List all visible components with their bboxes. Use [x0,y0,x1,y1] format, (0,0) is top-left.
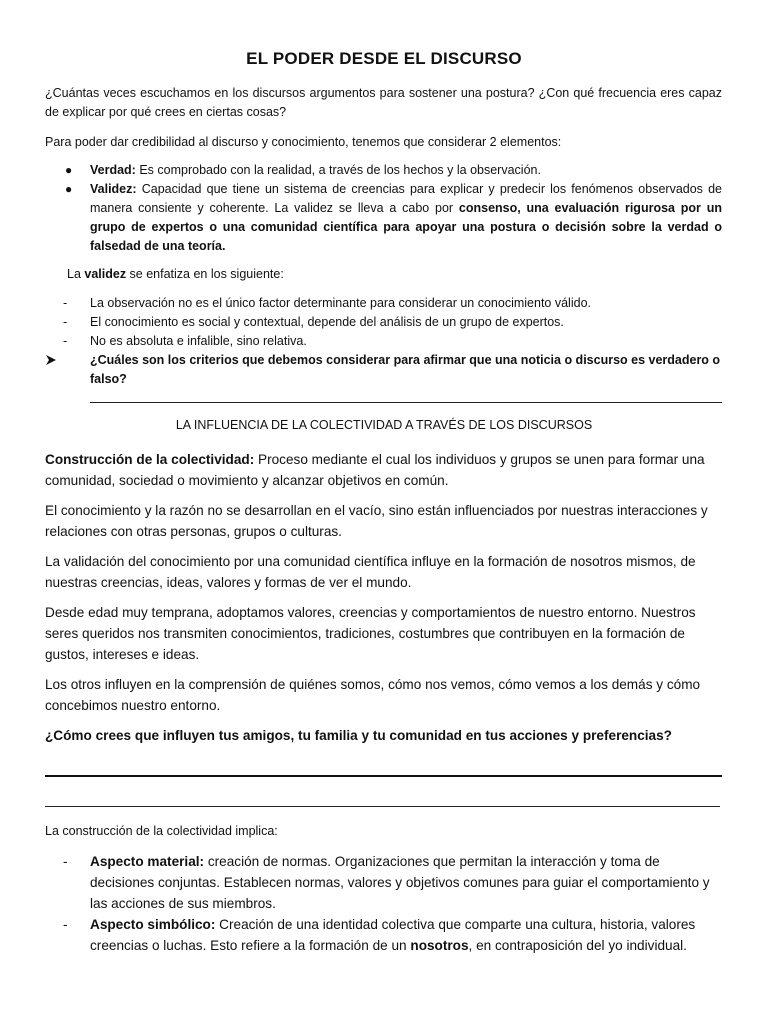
construccion-text: Proceso mediante el cual los individuos y grupos se unen para formar una comunidad, sociedad o movimiento y alcanzar objetivos en común. [45,452,705,488]
validez-point-text: El conocimiento es social y contextual, depende del análisis de un grupo de expertos. [90,315,564,329]
list-item [45,332,722,351]
construccion-term: Construcción de la colectividad: [45,452,255,467]
credibility-paragraph: Para poder dar credibilidad al discurso y conocimiento, tenemos que considerar 2 elementos: [45,135,562,149]
document-title: EL PODER DESDE EL DISCURSO [246,49,522,68]
arrow-bullet-icon [45,351,57,372]
validez-text: Capacidad que tiene un sistema de creencias para explicar y predecir los fenómenos observados de manera consiente y coherente. La validez se lleva a cabo por [90,182,722,215]
dash-icon: - [63,917,68,932]
material-text: creación de normas. Organizaciones que permitan la interacción y toma de decisiones conjuntas. Establecen normas, valores y objetivos comunes para guiar el comportamiento y las acciones de sus miembros. [90,854,710,911]
list-item-validez [45,180,722,256]
list-item-verdad [45,161,722,180]
paragraph-conocimiento: El conocimiento y la razón no se desarrollan en el vacío, sino están influenciados por nuestras interacciones y relaciones con otras personas, grupos o culturas. [45,503,708,539]
paragraph-otros: Los otros influyen en la comprensión de quiénes somos, cómo nos vemos, cómo vemos a los demás y cómo concebimos nuestro entorno. [45,677,701,713]
question-criterios [45,351,722,389]
verdad-text: Es comprobado con la realidad, a través de los hechos y la observación. [135,163,541,177]
simbolico-bold: nosotros [410,938,469,953]
dash-icon: - [63,296,68,310]
implica-paragraph: La construcción de la colectividad implica: [45,824,278,838]
validez-bold-text: consenso, una evaluación rigurosa por un grupo de expertos o una comunidad científica para apoyar una postura o decisión sobre la verdad o falsedad de una teoría. [90,201,722,253]
validez-intro-pre: La [67,267,85,281]
validez-point-text: La observación no es el único factor determinante para considerar un conocimiento válido. [90,296,591,310]
bullet-dot-icon: ● [65,182,73,196]
list-item [45,313,722,332]
validez-intro-bold: validez [84,267,127,281]
intro-paragraph: ¿Cuántas veces escuchamos en los discursos argumentos para sostener una postura? ¿Con qué frecuencia eres capaz de explicar por qué crees en ciertas cosas? [45,86,722,119]
paragraph-validacion: La validación del conocimiento por una comunidad científica influye en la formación de nosotros mismos, de nuestras creencias, ideas, valores y formas de ver el mundo. [45,554,696,590]
material-term: Aspecto material: [90,854,205,869]
validez-points-list [45,294,722,351]
question-influencia: ¿Cómo crees que influyen tus amigos, tu familia y tu comunidad en tus acciones y preferencias? [45,728,672,743]
simbolico-text: Creación de una identidad colectiva que comparte una cultura, historia, valores creencias o luchas. Esto refiere a la formación de un [90,917,696,953]
dash-icon: - [63,334,68,348]
dash-icon: - [63,315,68,329]
validez-point-text: No es absoluta e infalible, sino relativa. [90,334,307,348]
dash-icon: - [63,854,68,869]
list-item [45,294,722,313]
list-item-simbolico [45,914,722,956]
section-heading: LA INFLUENCIA DE LA COLECTIVIDAD A TRAVÉS DE LOS DISCURSOS [175,418,593,432]
construccion-paragraph [45,449,722,491]
validez-intro-post: se enfatiza en los siguiente: [126,267,284,281]
aspectos-list [45,851,722,956]
validez-intro [67,265,722,284]
bullet-dot-icon: ● [65,163,73,177]
simbolico-term: Aspecto simbólico: [90,917,216,932]
verdad-term: Verdad: [90,163,136,177]
simbolico-end: , en contraposición del yo individual. [468,938,687,953]
paragraph-edad: Desde edad muy temprana, adoptamos valores, creencias y comportamientos de nuestro entorno. Nuestros seres queridos nos transmiten conocimientos, tradiciones, costumbres que contribuyen en la formación de gustos, intereses e ideas. [45,605,696,662]
question-criterios-text: ¿Cuáles son los criterios que debemos considerar para afirmar que una noticia o discurso es verdadero o falso? [90,353,721,386]
validez-term: Validez: [90,182,137,196]
answer-line-2[interactable] [45,775,722,777]
answer-line-1[interactable] [90,402,722,403]
answer-line-3[interactable] [45,806,720,807]
list-item-material [45,851,722,914]
elements-list [45,161,722,256]
